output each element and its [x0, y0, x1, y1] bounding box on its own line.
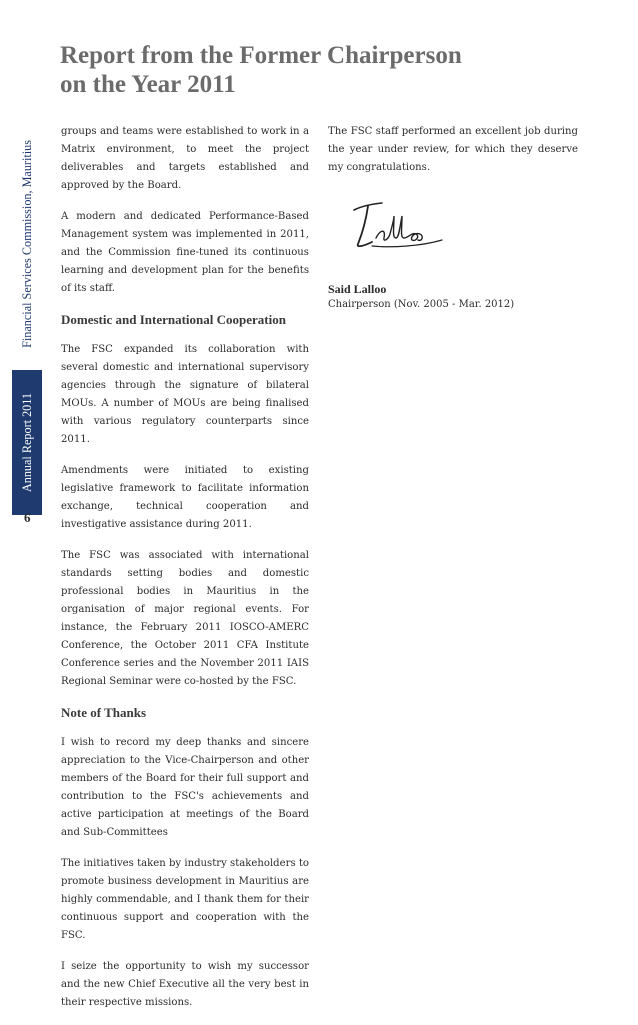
page-title — [60, 41, 462, 99]
side-strip — [12, 120, 42, 515]
paragraph: A modern and dedicated Performance-Based Management system was implemented in 2011, and the Commission fine-tuned its continuous learning and development plan for the benefits of its staff. — [61, 211, 309, 294]
sidebar-commission-band — [12, 120, 42, 367]
sidebar-report-text: Annual Report 2011 — [19, 392, 34, 493]
signature-image — [342, 194, 452, 256]
page-title-line1: Report from the Former Chairperson — [60, 42, 462, 69]
paragraph: Amendments were initiated to existing legislative framework to facilitate information exchange, technical cooperation and investigative assistance during 2011. — [61, 465, 309, 530]
paragraph: I seize the opportunity to wish my successor and the new Chief Executive all the very best in their respective missions. — [61, 961, 309, 1008]
page-number: 6 — [24, 510, 31, 525]
right-column — [328, 123, 578, 313]
paragraph: The FSC staff performed an excellent job during the year under review, for which they deserve my congratulations. — [328, 126, 578, 173]
paragraph: The initiatives taken by industry stakeholders to promote business development in Mauritius are highly commendable, and I thank them for their continuous support and cooperation with the FSC. — [61, 858, 309, 941]
paragraph: groups and teams were established to work in a Matrix environment, to meet the project deliverables and targets established and approved by the Board. — [61, 126, 309, 191]
section-heading-thanks: Note of Thanks — [61, 705, 147, 720]
page-title-line2: on the Year 2011 — [60, 71, 236, 98]
signatory-role: Chairperson (Nov. 2005 - Mar. 2012) — [328, 299, 515, 310]
left-column — [61, 123, 309, 1025]
sidebar-report-band — [12, 370, 42, 515]
paragraph: The FSC was associated with international standards setting bodies and domestic professional bodies in Mauritius in the organisation of major regional events. For instance, the February 2011 IOSCO-AMERC Conference, the October 2011 CFA Institute Conference series and the November 2011 IAIS Regional Seminar were co-hosted by the FSC. — [61, 550, 309, 687]
paragraph: I wish to record my deep thanks and sincere appreciation to the Vice-Chairperson and other members of the Board for their full support and contribution to the FSC's achievements and active participation at meetings of the Board and Sub-Committees — [61, 737, 309, 838]
signatory-name: Said Lalloo — [328, 282, 387, 296]
paragraph: The FSC expanded its collaboration with several domestic and international supervisory agencies through the signature of bilateral MOUs. A number of MOUs are being finalised with various regulatory counterparts since 2011. — [61, 344, 309, 445]
section-heading-cooperation: Domestic and International Cooperation — [61, 312, 286, 327]
sidebar-commission-text: Financial Services Commission, Mauritius — [19, 139, 34, 348]
